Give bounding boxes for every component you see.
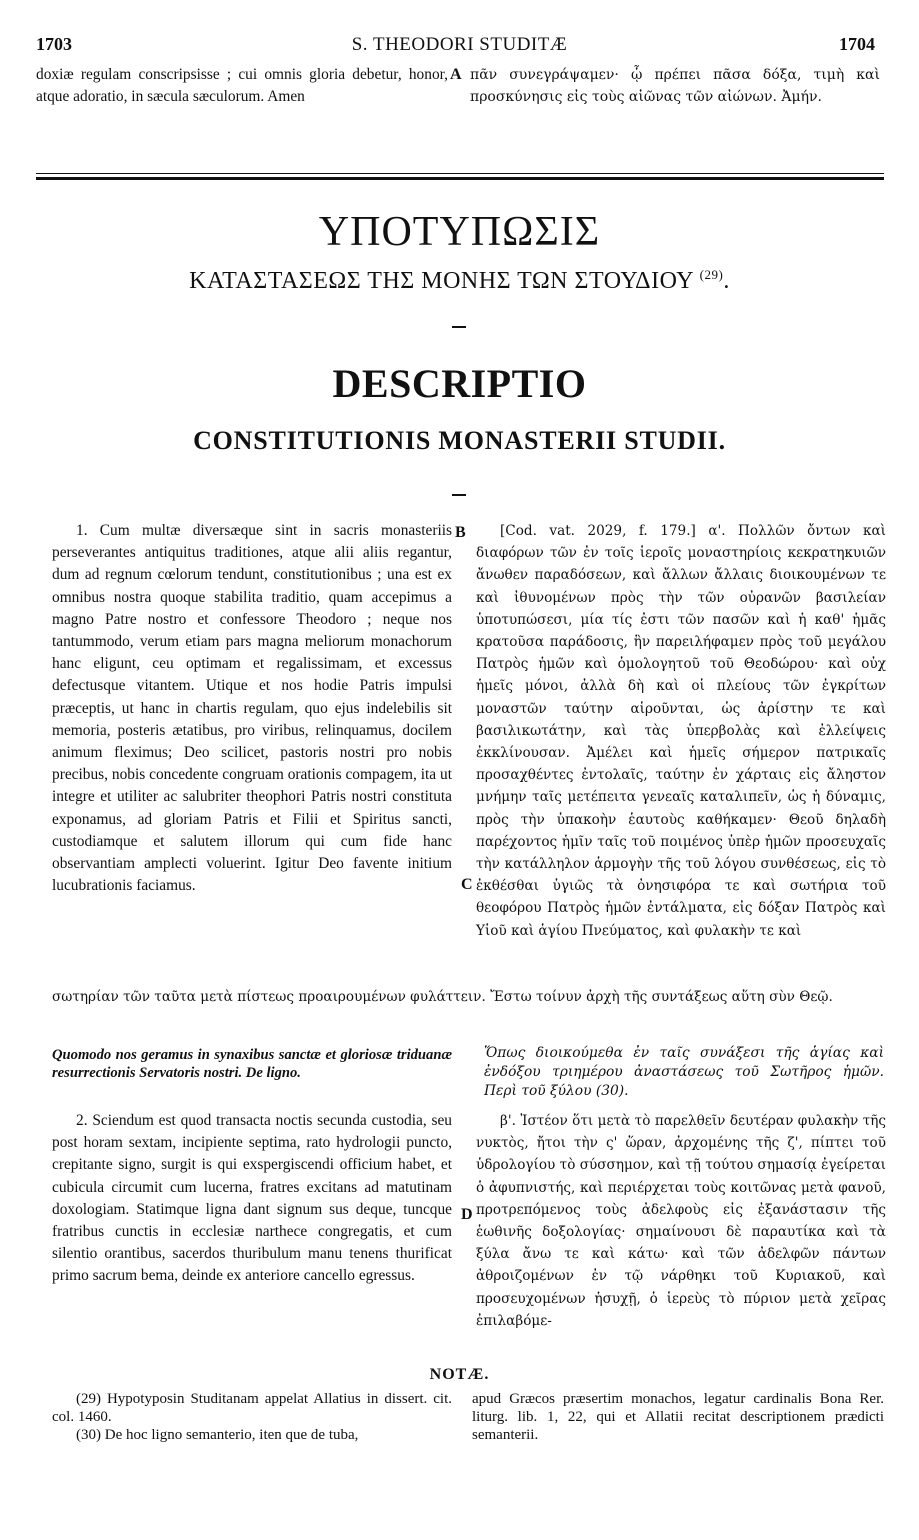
greek-title: ΥΠΟΤΥΠΩΣΙΣ	[318, 209, 601, 255]
greek-subtitle	[0, 267, 919, 295]
notes-heading: NOTÆ.	[429, 1366, 490, 1383]
running-header: S. THEODORI STUDITÆ	[351, 34, 568, 55]
section-heading-latin: Quomodo nos geramus in synaxibus sanctæ et gloriosæ triduanæ resurrectionis Servatoris nostri. De ligno.	[52, 1047, 452, 1081]
footnote-29: (29) Hypotyposin Studitanam appelat Allatius in dissert. cit. col. 1460.	[52, 1391, 452, 1425]
margin-letter-a: A	[450, 66, 462, 83]
section1-greek: [Cod. vat. 2029, f. 179.] α'. Πολλῶν ὄντων καὶ διαφόρων τῶν ἐν τοῖς ἱεροῖς μοναστηρίοις κεκρατηκυιῶν ἄνωθεν παραδόσεων, καὶ ἄλλων ἄλλαις διοικουμένων τε καὶ ἰθυνομένων πρὸς τὴν τῶν οὐρανῶν βασιλείαν ὑποτυπώσεσι, μία τίς ἐστι τῶν πασῶν καὶ ἡ καθ' ἡμᾶς κρατοῦσα παράδοσις, ἣν παρειλήφαμεν πρὸς τοῦ μεγάλου Πατρὸς ἡμῶν καὶ ὁμολογητοῦ τοῦ Θεοδώρου· καὶ οὐχ ἡμεῖς μόνοι, ἀλλὰ δὴ καὶ οἱ πλείους τῶν ἐγκρίτων μοναστῶν ταύτην αἱροῦνται, ὡς ἀρίστην τε καὶ βασιλικωτάτην, καὶ τὰς ὑπερβολὰς καὶ ἐλλείψεις ἐκκλίνουσαν. Ἀμέλει καὶ ἡμεῖς σήμερον πατρικαῖς προσαχθέντες ἐντολαῖς, ταύτην ἐν χάρταις εἰς ἄληστον μνήμην ταῖς μετέπειτα γενεαῖς καταλιπεῖν, ὡς ἡ δύναμις, πρὸς τὴν ὑπακοὴν ἑαυτοὺς καθήκαμεν· Θεοῦ δηλαδὴ παρέχοντος ἡμῖν ταῖς τοῦ ποιμένος ὑπὲρ ἡμῶν προσευχαῖς τὴν κατάλληλον ἁρμογὴν τῆς τοῦ λόγου συνθέσεως, εἰς τὸ ἐκθέσθαι ὑγιῶς τὰ ὀνησιφόρα τε καὶ σωτήρια τοῦ θεοφόρου Πατρὸς ἡμῶν ἐντάλματα, εἰς δόξαν Πατρὸς καὶ Υἱοῦ καὶ ἁγίου Πνεύματος, καὶ φυλακὴν τε καὶ	[476, 523, 886, 939]
top-latin-text: doxiæ regulam conscripsisse ; cui omnis gloria debetur, honor, atque adoratio, in sæcula sæculorum. Amen	[36, 66, 448, 106]
greek-subtitle-text: ΚΑΤΑΣΤΑΣΕΩΣ ΤΗΣ ΜΟΝΗΣ ΤΩΝ ΣΤΟΥΔΙΟΥ	[189, 268, 694, 294]
section2-latin: 2. Sciendum est quod transacta noctis secunda custodia, seu post horam sextam, incipiente septima, rato hydrologii puncto, crepitante signo, surgit is qui exspergiscendi officium habet, et cubicula circumit cum lucerna, fratres excitans ad matutinam doxologiam. Statimque ligna dant signum sus deque, tuncque fratribus cunctis in ecclesiæ narthece congregatis, et cum silentio orantibus, sacerdos thuribulum manu tenens thurificat primo sacrum bema, deinde ex anteriore cancello egressus.	[52, 1112, 452, 1285]
margin-letter-b: B	[455, 524, 466, 541]
notes-right-column	[472, 1390, 884, 1444]
latin-subtitle: CONSTITUTIONIS MONASTERII STUDII.	[193, 426, 726, 455]
section-heading-greek: Ὅπως διοικούμεθα ἐν ταῖς συνάξεσι τῆς ἁγίας καὶ ἐνδόξου τριημέρου ἀναστάσεως τοῦ Σωτῆρος ἡμῶν. Περὶ τοῦ ξύλου (30).	[484, 1045, 884, 1099]
title-dash	[452, 326, 466, 328]
page-number-left: 1703	[36, 34, 72, 54]
section2-greek: β'. Ἰστέον ὅτι μετὰ τὸ παρελθεῖν δευτέραν φυλακὴν τῆς νυκτὸς, ἤτοι τὴν ς' ὥραν, ἀρχομένης τῆς ζ', πίπτει τοῦ ὑδρολογίου τὸ σύσσημον, καὶ τῇ τούτου σημασίᾳ ἐγείρεται ὁ ἀφυπνιστής, καὶ περιέρχεται τοὺς κοιτῶνας μετὰ φανοῦ, προτρεπόμενος τοὺς ἀδελφοὺς εἰς ἐξανάστασιν τῆς ἑωθινῆς δοξολογίας· σημαίνουσι δὲ παραυτίκα καὶ τὰ ξύλα ἄνω τε καὶ κάτω· καὶ τῶν ἀδελφῶν πάντων ἀθροιζομένων ἐν τῷ νάρθηκι τοῦ Κυριακοῦ, καὶ προσευχομένων ἡσυχῇ, ὁ ἱερεὺς τὸ πύριον μετὰ χεῖρας ἐπιλαβόμε-	[476, 1113, 886, 1329]
footnote-ref-29: (29)	[699, 267, 724, 282]
section1-latin: 1. Cum multæ diversæque sint in sacris monasteriis perseverantes antiquitus traditiones, atque alii aliis regantur, dum ad regnum cœlorum tendunt, constitutionibus ; una est ex omnibus nostra quoque stabilita traditio, quam accepimus a magno Patre nostro et confessore Theodoro ; neque nos tantummodo, verum etiam pars magna meliorum monachorum hanc eligunt, ceu optimam et regalissimam, et excessus defectusque vitantem. Utique et nos hodie Patris impulsi præceptis, ut hanc in chartis regulam, quo ejus indelebilis sit memoria, posteris ætatibus, pro viribus, relinquamus, docilem animum fleximus; Deo scilicet, pastoris nostri pro nobis precibus, nobis concedente congruam orationis compagem, ita ut integre et utiliter ac salubriter theophori Patris nostri constituta exponamus, ad gloriam Patris et Filii et Spiritus sancti, custodiamque et salutem illorum qui cum fide hanc observantiam amplecti voluerint. Igitur Deo favente initium lucubrationis faciamus.	[52, 522, 452, 895]
top-greek-text: πᾶν συνεγράψαμεν· ᾧ πρέπει πᾶσα δόξα, τιμὴ καὶ προσκύνησις εἰς τοὺς αἰῶνας τῶν αἰώνων. Ἀμήν.	[470, 67, 880, 106]
margin-letter-d: D	[461, 1206, 473, 1223]
divider-thin	[36, 173, 884, 174]
footnote-30: (30) De hoc ligno semanterio, iten que de tuba,	[76, 1427, 359, 1443]
subtitle-dash	[452, 494, 466, 496]
notes-left-column	[52, 1390, 452, 1444]
latin-title: DESCRIPTIO	[332, 361, 587, 406]
page-number-right: 1704	[839, 34, 875, 54]
section1-greek-continuation: σωτηρίαν τῶν ταῦτα μετὰ πίστεως προαιρουμένων φυλάττειν. Ἔστω τοίνυν ἀρχὴ τῆς συντάξεως αὕτη σὺν Θεῷ.	[52, 989, 833, 1005]
margin-letter-c: C	[461, 876, 473, 893]
footnote-30-continuation: apud Græcos præsertim monachos, legatur cardinalis Bona Rer. liturg. lib. 1, 22, qui et Allatii recitat descriptionem prædicti semanterii.	[472, 1391, 884, 1443]
divider-thick	[36, 177, 884, 180]
greek-subtitle-period: .	[723, 268, 730, 294]
